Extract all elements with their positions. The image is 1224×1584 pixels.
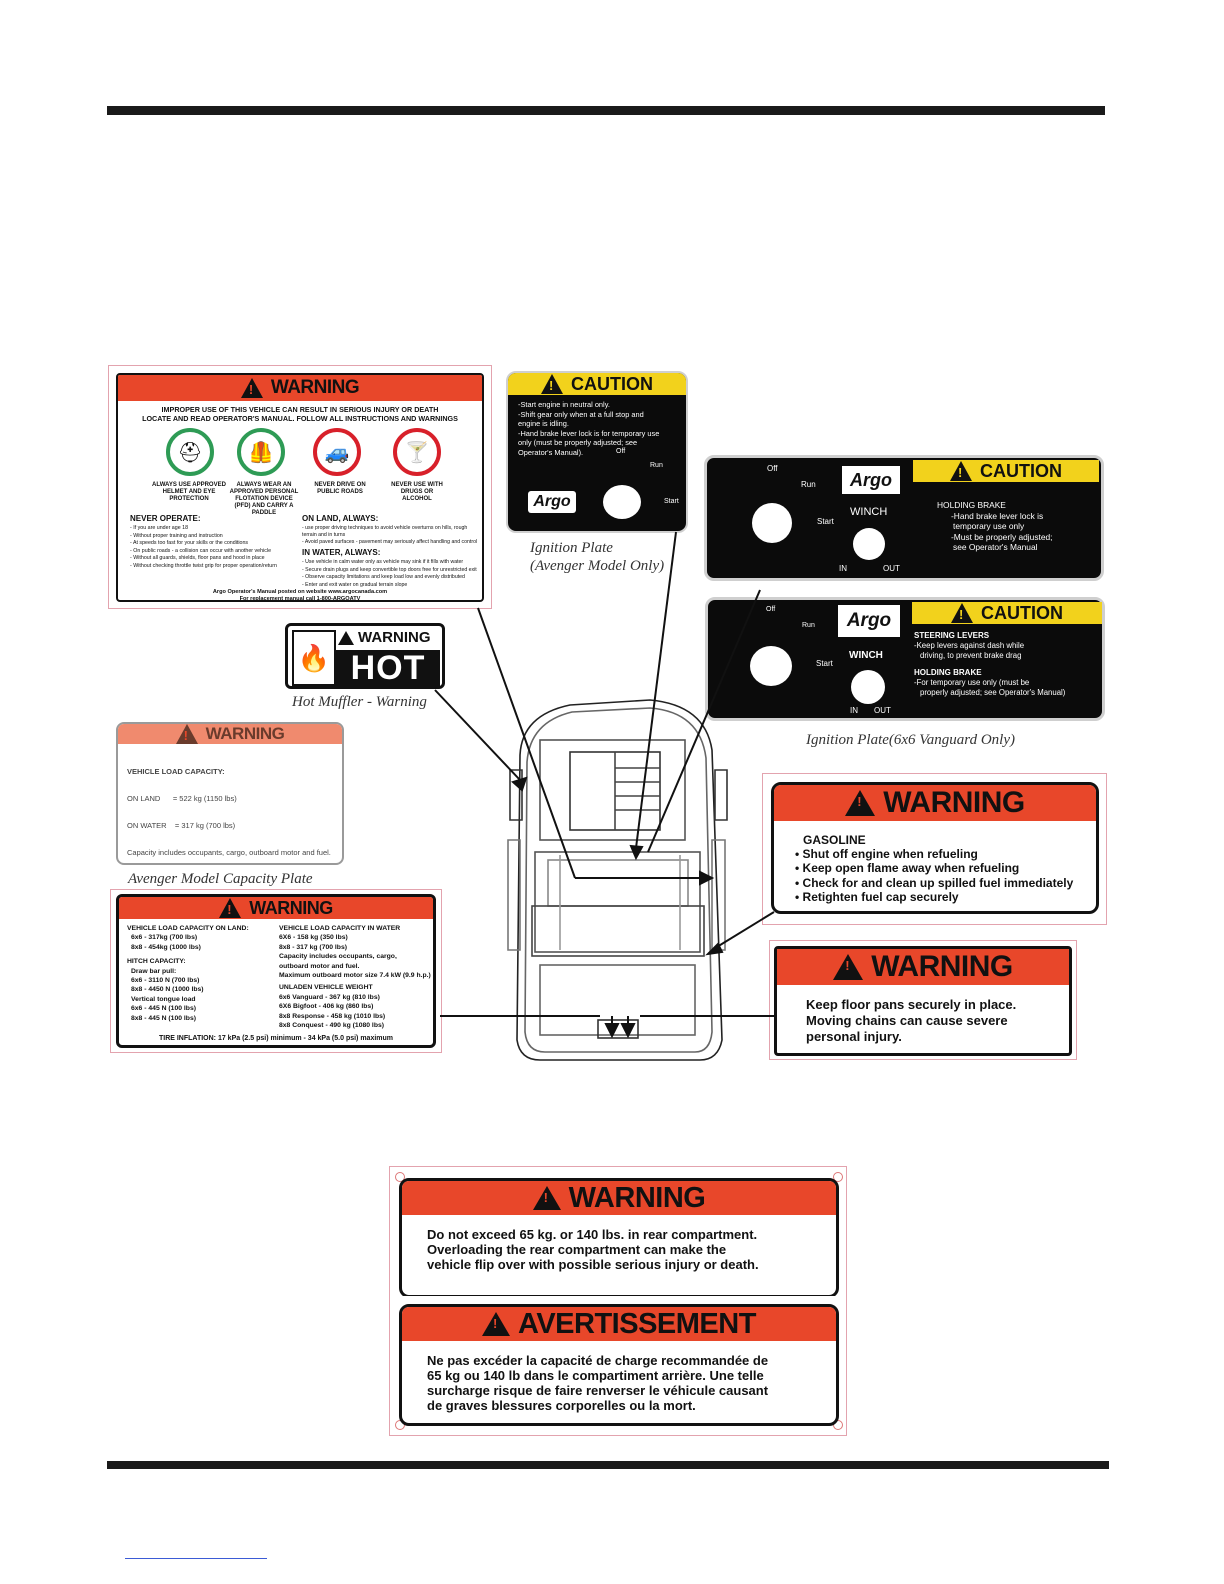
label-out: OUT [883, 564, 900, 573]
argo-logo: Argo [528, 491, 576, 513]
main-warning-footer1: Argo Operator's Manual posted on website www.argocanada.com [212, 589, 388, 595]
warning-line: Overloading the rear compartment can make the [427, 1242, 727, 1257]
capacity-line: Capacity includes occupants, cargo, [279, 953, 397, 961]
label-out: OUT [874, 706, 891, 715]
argo-logo: Argo [838, 605, 900, 637]
capacity-title: WARNING [249, 897, 333, 918]
list-item: - Enter and exit water on gradual terrain slope [302, 581, 408, 588]
capacity-line: outboard motor and fuel. [279, 962, 360, 970]
list-item: - Without proper training and instruction [130, 532, 223, 539]
list-item: - Use vehicle in calm water only as vehicle may sink if it fills with water [302, 559, 464, 565]
list-item: - If you are under age 18 [130, 525, 189, 531]
label-in: IN [850, 706, 858, 715]
picto-label-drugs: NEVER USE WITH DRUGS OR ALCOHOL [391, 482, 443, 502]
life-vest-icon: 🦺 [237, 428, 285, 476]
caution-line: HOLDING BRAKE [937, 500, 1006, 510]
caption-avenger-capacity: Avenger Model Capacity Plate [128, 871, 313, 887]
capacity-line: 8x8 Response - 458 kg (1010 lbs) [279, 1012, 386, 1020]
capacity-line: 6x6 Vanguard - 367 kg (810 lbs) [279, 993, 380, 1001]
winch1-caution-title: CAUTION [980, 460, 1062, 481]
caption-ignition-vanguard: Ignition Plate(6x6 Vanguard Only) [806, 732, 1015, 748]
leader-lines [435, 532, 774, 1036]
warning-line: Keep floor pans securely in place. [806, 997, 1017, 1012]
capacity-line: 6x6 - 3110 N (700 lbs) [131, 977, 200, 985]
capacity-line: HITCH CAPACITY: [127, 958, 186, 966]
capacity-line: Capacity includes occupants, cargo, outboard motor and fuel. [127, 848, 331, 857]
warning-line: personal injury. [806, 1029, 902, 1044]
capacity-line: 8x8 - 4450 N (1000 lbs) [131, 986, 204, 994]
main-warning-title: WARNING [270, 377, 360, 398]
capacity-line: 8x8 Conquest - 490 kg (1080 lbs) [279, 1022, 385, 1030]
caption-ignition-avenger-1: Ignition Plate [530, 540, 613, 556]
main-warning-headline1: IMPROPER USE OF THIS VEHICLE CAN RESULT IN SERIOUS INJURY OR DEATH [161, 405, 439, 414]
caption-hot-muffler: Hot Muffler - Warning [292, 694, 427, 710]
helmet-icon: ⛑ [166, 428, 214, 476]
label-run: Run [801, 480, 816, 489]
warning-line: de graves blessures corporelles ou la mort. [427, 1398, 696, 1413]
capacity-line: 6X6 - 158 kg (350 lbs) [279, 934, 348, 942]
argo-logo: Argo [842, 466, 900, 494]
hot-hand-flame-icon: 🔥 [292, 630, 336, 686]
gasoline-heading: GASOLINE [803, 833, 866, 847]
list-item: • Keep open flame away when refueling [795, 861, 1020, 876]
warning-line: Ne pas excéder la capacité de charge recommandée de [427, 1353, 769, 1368]
list-item: - Without all guards, shields, floor pans and hood in place [130, 555, 265, 562]
warning-line: 65 kg ou 140 lb dans le compartiment arrière. Une telle [427, 1368, 764, 1383]
rear-compartment-warning-fr [389, 1296, 847, 1436]
warning-triangle-icon [533, 1186, 561, 1210]
label-winch: WINCH [850, 506, 888, 518]
caution-line: driving, to prevent brake drag [920, 651, 1022, 660]
rear-compartment-warning-en [389, 1166, 847, 1306]
rear-fr-header [402, 1307, 836, 1341]
picto-label-helmet: ALWAYS USE APPROVED HELMET AND EYE PROTECTION [152, 482, 226, 502]
capacity-line: UNLADEN VEHICLE WEIGHT [279, 984, 373, 992]
caution-line: Operator's Manual). [518, 447, 584, 457]
list-item: • Retighten fuel cap securely [795, 890, 959, 905]
label-start: Start [816, 659, 833, 668]
capacity-line: 6x6 - 445 N (100 lbs) [131, 1005, 196, 1013]
label-off: Off [767, 464, 778, 473]
capacity-line: 6X6 Bigfoot - 406 kg (860 lbs) [279, 1003, 374, 1011]
in-water-title: IN WATER, ALWAYS: [302, 548, 381, 557]
floor-pans-warning-title: WARNING [871, 950, 1013, 983]
list-item: - Secure drain plugs and keep convertible top doors free for unrestricted exit [302, 566, 477, 573]
capacity-line: Maximum outboard motor size 7.4 kW (9.9 h.p.) [279, 972, 431, 980]
rear-en-header [402, 1181, 836, 1215]
hot-warning-text: WARNING [358, 629, 431, 646]
capacity-line: ON LAND = 522 kg (1150 lbs) [127, 794, 237, 803]
warning-triangle-icon [482, 1312, 510, 1336]
main-warning-footer2: For replacement manual call 1-800-ARGOATV [239, 596, 361, 602]
list-item: • Check for and clean up spilled fuel immediately [795, 875, 1074, 890]
capacity-line: ON WATER = 317 kg (700 lbs) [127, 821, 236, 830]
capacity-line: 8x8 - 445 N (100 lbs) [131, 1014, 196, 1022]
caution-line: -Hand brake lever lock is for temporary use [518, 428, 660, 438]
on-land-title: ON LAND, ALWAYS: [302, 514, 379, 523]
vehicle-outline [508, 700, 727, 1060]
capacity-line: VEHICLE LOAD CAPACITY: [127, 767, 225, 776]
never-operate-title: NEVER OPERATE: [130, 514, 201, 523]
gasoline-warning-title: WARNING [883, 786, 1025, 819]
caution-line: engine is idling. [518, 419, 569, 429]
caution-line: -For temporary use only (must be [914, 678, 1030, 687]
avenger-capacity-title: WARNING [205, 724, 285, 743]
caution-line: properly adjusted; see Operator's Manual) [920, 688, 1066, 697]
capacity-line: Vertical tongue load [131, 995, 196, 1003]
capacity-line: 8x8 - 454kg (1000 lbs) [131, 943, 201, 951]
caution-line: -Keep levers against dash while [914, 641, 1025, 650]
list-item: - On public roads - a collision can occur with another vehicle [130, 547, 272, 554]
label-start: Start [817, 517, 834, 526]
picto-label-roads: NEVER DRIVE ON PUBLIC ROADS [314, 482, 366, 495]
caution-line: -Hand brake lever lock is [951, 510, 1044, 521]
list-item: - Avoid paved surfaces - pavement may seriously affect handling and control [302, 539, 478, 545]
hot-text: HOT [336, 650, 440, 686]
picto-label-pfd: ALWAYS WEAR AN APPROVED PERSONAL FLOTATION DEVICE (PFD) AND CARRY A PADDLE [229, 482, 299, 516]
capacity-line: VEHICLE LOAD CAPACITY ON LAND: [127, 925, 249, 932]
capacity-line: Draw bar pull: [131, 967, 177, 975]
caution-line: -Start engine in neutral only. [518, 400, 610, 409]
rear-fr-text [427, 1353, 768, 1413]
no-alcohol-icon: 🍸 [393, 428, 441, 476]
rear-en-title: WARNING [568, 1181, 706, 1214]
label-winch: WINCH [849, 650, 883, 661]
no-road-icon: 🚙 [313, 428, 361, 476]
main-warning-headline2: LOCATE AND READ OPERATOR'S MANUAL. FOLLOW ALL INSTRUCTIONS AND WARNINGS [142, 414, 458, 423]
winch2-caution-title: CAUTION [981, 602, 1063, 623]
holding-brake-title: HOLDING BRAKE [914, 668, 982, 677]
label-run: Run [802, 622, 815, 629]
rear-en-text [427, 1227, 759, 1272]
capacity-line: VEHICLE LOAD CAPACITY IN WATER [279, 925, 401, 932]
label-off: Off [766, 606, 776, 613]
warning-line: surcharge risque de faire renverser le véhicule causant [427, 1383, 769, 1398]
caption-ignition-avenger-2: (Avenger Model Only) [530, 558, 665, 574]
list-item: - At speeds too fast for your skills or the conditions [130, 540, 249, 547]
warning-line: Moving chains can cause severe [806, 1013, 1008, 1028]
capacity-tire-inflation: TIRE INFLATION: 17 kPa (2.5 psi) minimum - 34 kPa (5.0 psi) maximum [158, 1035, 394, 1042]
label-run: Run [650, 462, 663, 469]
warning-line: vehicle flip over with possible serious injury or death. [427, 1257, 759, 1272]
label-start: Start [664, 498, 679, 505]
rear-fr-title: AVERTISSEMENT [518, 1307, 756, 1340]
capacity-line: 8x8 - 317 kg (700 lbs) [279, 943, 348, 951]
caution-line: only (must be properly adjusted; see [518, 438, 638, 448]
list-item: • Shut off engine when refueling [795, 847, 978, 861]
capacity-line: 6x6 - 317kg (700 lbs) [131, 934, 198, 942]
label-in: IN [839, 564, 847, 573]
list-item: - Without checking throttle twist grip for proper operation/return [130, 562, 277, 569]
caution-line: temporary use only [953, 521, 1025, 531]
list-item: - use proper driving techniques to avoid vehicle overturns on hills, rough terrain and in turns [302, 525, 468, 538]
caution-line: -Shift gear only when at a full stop and [518, 409, 644, 419]
warning-line: Do not exceed 65 kg. or 140 lbs. in rear compartment. [427, 1227, 758, 1242]
list-item: - Observe capacity limitations and keep load low and evenly distributed [302, 574, 465, 581]
caution-line: -Must be properly adjusted; [951, 531, 1053, 542]
caution-line: see Operator's Manual [953, 542, 1038, 552]
avenger-caution-title: CAUTION [571, 373, 653, 394]
label-off: Off [616, 448, 626, 455]
steering-levers-title: STEERING LEVERS [914, 631, 990, 640]
